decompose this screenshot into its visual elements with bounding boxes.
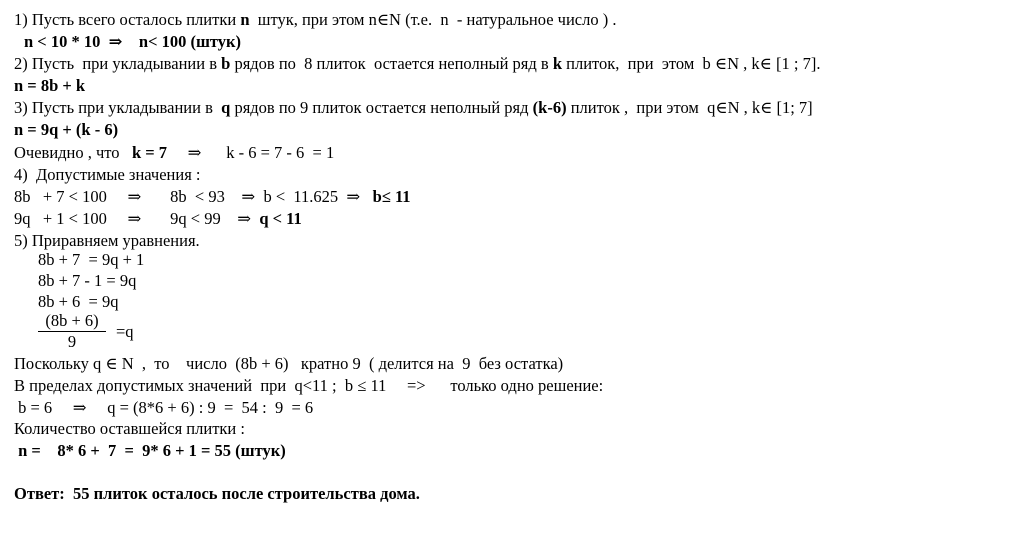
answer-line: Ответ: 55 плиток осталось после строительства дома. [14,484,420,503]
line-3-var-b: b [221,54,231,73]
line-5-text-a: 3) Пусть при укладывании в [14,98,222,117]
line-5-expr: (k-6) [532,98,567,117]
line-3-text-c: рядов по 8 плиток остается неполный ряд в [230,54,553,73]
line-11-heading: 5) Приравняем уравнения. [14,231,200,250]
line-6-equation: n = 9q + (k - 6) [14,120,119,139]
line-1-var-n: n [240,10,250,29]
fraction-rhs: =q [116,322,134,341]
line-7 [14,143,334,163]
fraction-numerator: (8b + 6) [38,312,106,332]
line-12-equation: 8b + 7 = 9q + 1 [38,250,145,269]
line-5-text-c: рядов по 9 плиток остается неполный ряд [230,98,533,117]
line-1-text-c: штук, при этом n∈N (т.е. n - натуральное число ) . [249,10,617,29]
line-3-var-k: k [552,54,563,73]
line-5 [14,98,813,118]
line-3-text-a: 2) Пусть при укладывании в [14,54,222,73]
line-18-text: b = 6 ⇒ q = (8*6 + 6) : 9 = 54 : 9 = 6 [14,398,314,417]
line-3 [14,54,820,74]
line-7-text-a: Очевидно , что [14,143,132,162]
line-5-var-q: q [221,98,231,117]
line-1-text-a: 1) Пусть всего осталось плитки [14,10,241,29]
line-17-text: В пределах допустимых значений при q<11 ; b ≤ 11 => только одно решение: [14,376,604,395]
line-10-result: q < 11 [259,209,302,228]
fraction-denominator: 9 [67,332,77,351]
line-3-text-e: плиток, при этом b ∈N , k∈ [1 ; 7]. [562,54,821,73]
line-4-equation: n = 8b + k [14,76,86,95]
line-1 [14,10,616,30]
line-14-equation: 8b + 6 = 9q [38,292,119,311]
line-10 [14,209,302,229]
line-16-text: Поскольку q ∈ N , то число (8b + 6) кратно 9 ( делится на 9 без остатка) [14,354,564,373]
line-7-text-c: ⇒ k - 6 = 7 - 6 = 1 [167,143,335,162]
line-5-text-e: плиток , при этом q∈N , k∈ [1; 7] [566,98,813,117]
line-9-result: b≤ 11 [372,187,411,206]
line-9-text: 8b + 7 < 100 ⇒ 8b < 93 ⇒ b < 11.625 ⇒ [14,187,373,206]
line-13-equation: 8b + 7 - 1 = 9q [38,271,137,290]
line-20-final-calculation: n = 8* 6 + 7 = 9* 6 + 1 = 55 (штук) [14,441,286,460]
line-9 [14,187,411,207]
line-10-text: 9q + 1 < 100 ⇒ 9q < 99 ⇒ [14,209,260,228]
line-19-text: Количество оставшейся плитки : [14,419,245,438]
line-2-inequality: n < 10 * 10 ⇒ n< 100 (штук) [24,32,242,51]
line-8-heading: 4) Допустимые значения : [14,165,201,184]
line-7-k-value: k = 7 [131,143,168,162]
